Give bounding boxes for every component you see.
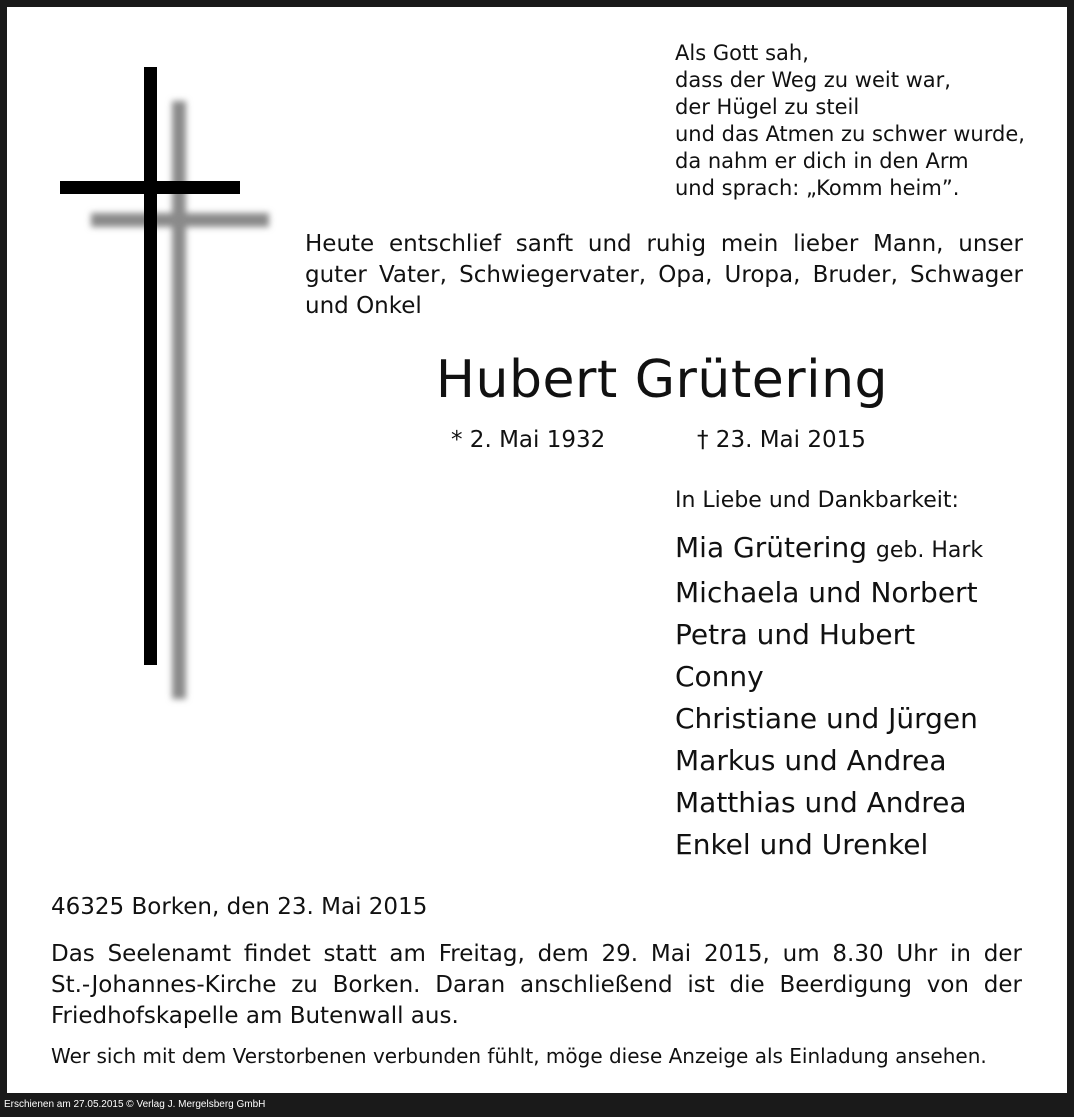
birth-date: * 2. Mai 1932 xyxy=(451,427,606,453)
obituary-notice xyxy=(7,7,1067,1093)
announcement-line: Heute entschlief sanft und ruhig mein lieber Mann, unser xyxy=(305,231,1023,257)
announcement-line: guter Vater, Schwiegervater, Opa, Uropa, Bruder, Schwager xyxy=(305,262,1023,288)
mourner-name: Mia Grütering xyxy=(675,531,867,564)
service-info xyxy=(51,939,1022,1032)
poem-line: Als Gott sah, xyxy=(675,41,809,65)
mourner-entry: Matthias und Andrea xyxy=(675,786,967,819)
mourner-entry: Enkel und Urenkel xyxy=(675,828,929,861)
announcement-line: und Onkel xyxy=(305,293,422,319)
announcement-text xyxy=(305,229,1023,322)
mourner-entry: Markus und Andrea xyxy=(675,744,947,777)
poem-line: dass der Weg zu weit war, xyxy=(675,68,951,92)
maiden-name: geb. Hark xyxy=(875,538,984,563)
mourner-entry xyxy=(675,527,983,572)
cross-shape xyxy=(60,67,240,665)
mourners-list xyxy=(675,527,983,866)
deceased-name: Hubert Grütering xyxy=(435,350,889,410)
service-line: Friedhofskapelle am Butenwall aus. xyxy=(51,1003,459,1029)
place-date: 46325 Borken, den 23. Mai 2015 xyxy=(51,894,428,920)
death-date: † 23. Mai 2015 xyxy=(697,427,866,453)
service-line: Das Seelenamt findet statt am Freitag, dem 29. Mai 2015, um 8.30 Uhr in der xyxy=(51,941,1022,967)
mourner-entry: Conny xyxy=(675,660,764,693)
poem xyxy=(675,40,1065,202)
poem-line: und sprach: „Komm heim”. xyxy=(675,176,960,200)
service-line: St.-Johannes-Kirche zu Borken. Daran anschließend ist die Beerdigung von der xyxy=(51,972,1022,998)
invitation-note: Wer sich mit dem Verstorbenen verbunden fühlt, möge diese Anzeige als Einladung ansehen. xyxy=(51,1044,987,1068)
poem-line: und das Atmen zu schwer wurde, xyxy=(675,122,1025,146)
cross-icon xyxy=(7,7,287,727)
mourner-entry: Michaela und Norbert xyxy=(675,576,978,609)
mourner-entry: Christiane und Jürgen xyxy=(675,702,978,735)
mourners-heading: In Liebe und Dankbarkeit: xyxy=(675,488,959,513)
poem-line: der Hügel zu steil xyxy=(675,95,860,119)
poem-line: da nahm er dich in den Arm xyxy=(675,149,969,173)
publication-credit: Erschienen am 27.05.2015 © Verlag J. Mergelsberg GmbH xyxy=(4,1099,266,1110)
mourner-entry: Petra und Hubert xyxy=(675,618,916,651)
